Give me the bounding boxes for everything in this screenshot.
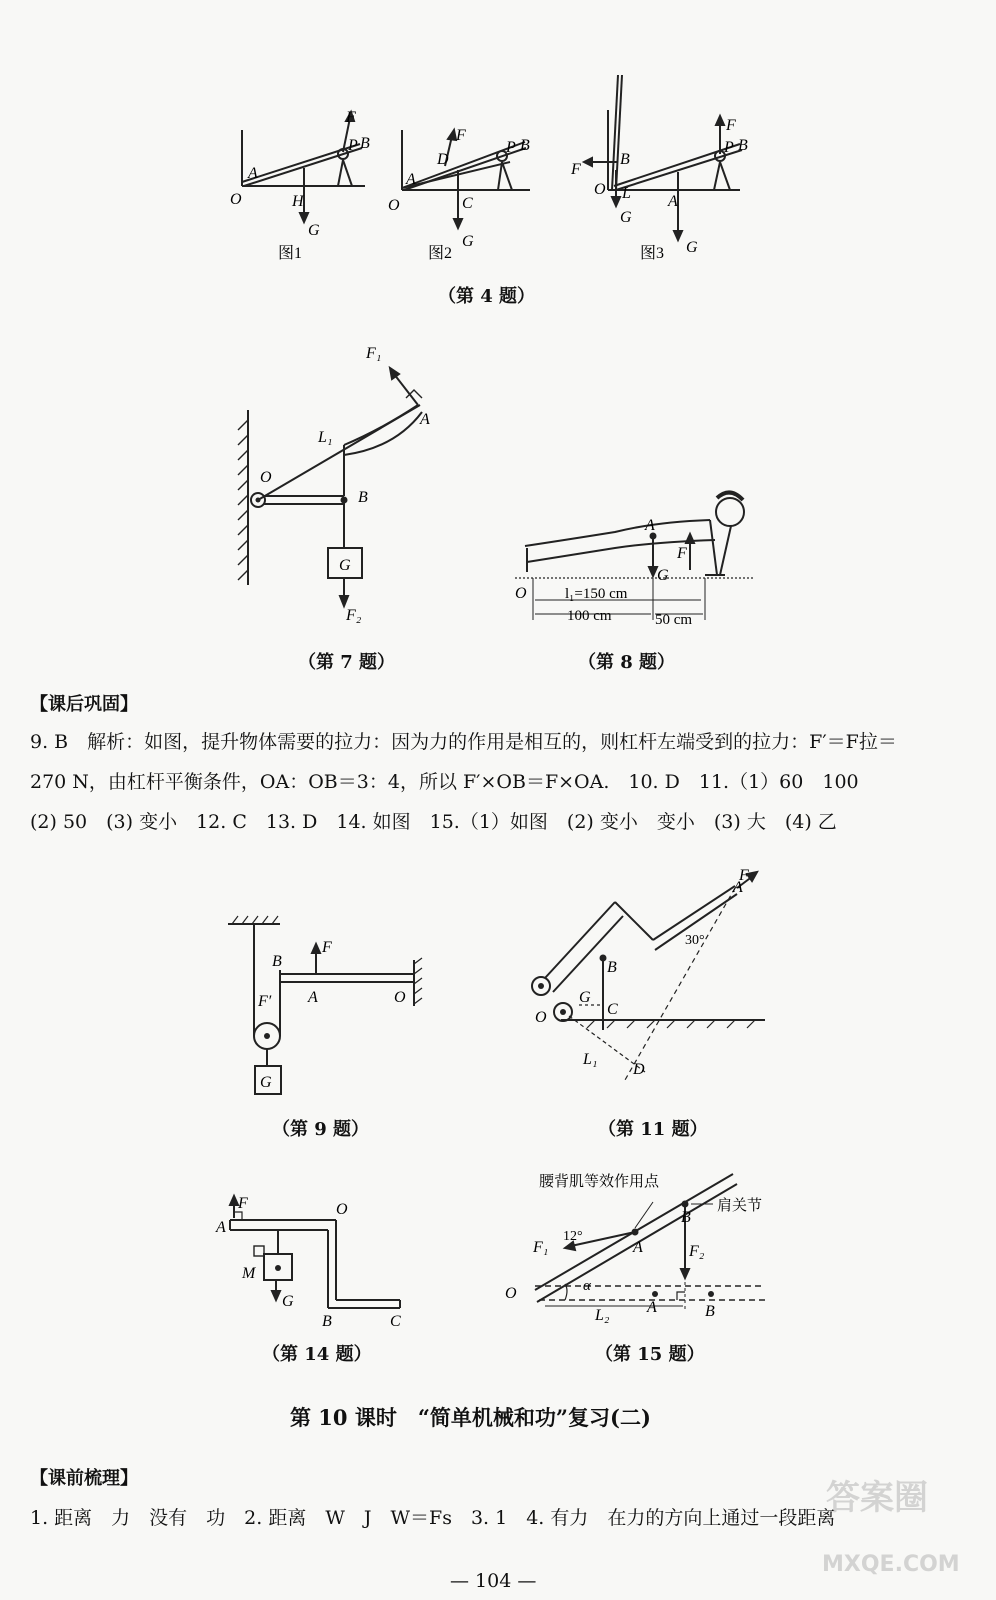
caption-q14: （第 14 题） [262,1344,372,1365]
svg-text:O: O [535,1009,547,1026]
svg-text:L₂: L₂ [595,1307,610,1324]
svg-text:H: H [292,193,304,210]
q15-angle-label: 12° [563,1229,583,1244]
svg-text:B: B [360,135,370,152]
answer-paragraph-1 [30,722,970,842]
svg-text:B: B [620,151,630,168]
answer-line-2: 270 N，由杠杆平衡条件，OA：OB＝3：4，所以 F′×OB＝F×OA. 10. D 11.（1）60 100 [30,771,859,793]
svg-text:F: F [677,545,687,562]
figure-q7 [230,330,450,630]
svg-text:O: O [230,191,242,208]
svg-text:A: A [308,989,318,1006]
figure-q14 [210,1190,410,1330]
fig1-caption: 图1 [278,245,303,262]
svg-text:F: F [726,117,736,134]
svg-text:F: F [571,161,581,178]
svg-text:B: B [322,1313,332,1330]
svg-text:O: O [388,197,400,214]
svg-text:O: O [515,585,527,602]
svg-text:P: P [724,139,734,156]
svg-text:O: O [260,469,272,486]
svg-text:A: A [668,193,678,210]
svg-text:C: C [462,195,473,212]
q8-100-label: 100 cm [567,608,612,624]
svg-text:B: B [607,959,617,976]
svg-text:O: O [594,181,606,198]
answer-line-3: (2) 50 (3) 变小 12. C 13. D 14. 如图 15.（1）如图 (2) 变小 变小 (3) 大 (4) 乙 [30,811,837,833]
svg-text:O: O [394,989,406,1006]
svg-text:G: G [339,557,351,574]
page-number: — 104 — [450,1570,537,1592]
svg-text:C: C [607,1001,618,1018]
answer-paragraph-2: 1. 距离 力 没有 功 2. 距离 W J W＝Fs 3. 1 4. 有力 在力的方向上通过一段距离 [30,1507,836,1529]
svg-text:A: A [216,1219,226,1236]
svg-text:A: A [633,1239,643,1256]
svg-text:F: F [739,867,749,884]
caption-q15: （第 15 题） [595,1344,705,1365]
watermark-url: MXQE.COM [822,1552,960,1577]
svg-text:A: A [733,879,743,896]
svg-text:B: B [358,489,368,506]
svg-text:F₂: F₂ [346,607,362,624]
svg-text:C: C [390,1313,401,1330]
svg-text:G: G [282,1293,294,1310]
svg-text:F₁: F₁ [533,1239,549,1256]
figure-q11 [525,862,775,1082]
svg-text:F: F [238,1195,248,1212]
svg-text:O: O [505,1285,517,1302]
svg-text:G: G [579,989,591,1006]
svg-text:A: A [645,517,655,534]
q15-waist-label: 腰背肌等效作用点 [539,1174,660,1190]
svg-text:G: G [260,1074,272,1091]
q15-shoulder-label: 肩关节 [717,1198,763,1214]
svg-text:A: A [647,1299,657,1316]
svg-text:F: F [456,127,466,144]
svg-text:A: A [248,165,258,182]
svg-text:L₁: L₁ [583,1051,598,1068]
fig3-diagram [584,75,742,240]
svg-text:B: B [705,1303,715,1320]
svg-text:G: G [657,567,669,584]
svg-text:B: B [272,953,282,970]
caption-q7: （第 7 题） [298,652,396,673]
figure-q15 [505,1160,775,1340]
svg-text:O: O [336,1201,348,1218]
q15-alpha-label: α [583,1278,591,1294]
figure-q9 [220,910,440,1100]
svg-text:G: G [620,209,632,226]
q11-angle-label: 30° [685,933,705,948]
svg-text:G: G [462,233,474,250]
svg-text:G: G [686,239,698,256]
svg-text:D: D [633,1061,645,1078]
caption-q8: （第 8 题） [578,652,676,673]
figure-q4 [230,70,750,270]
svg-text:A: A [406,171,416,188]
svg-text:F₂: F₂ [689,1243,705,1260]
svg-text:L: L [622,185,631,202]
svg-text:F: F [322,939,332,956]
svg-text:M: M [242,1265,256,1282]
svg-text:G: G [308,222,320,239]
section-after-class: 【课后巩固】 [30,694,138,715]
svg-text:B: B [681,1209,691,1226]
section-before-class: 【课前梳理】 [30,1468,138,1489]
fig2-caption: 图2 [428,245,453,262]
svg-text:L₁: L₁ [318,429,333,446]
svg-text:B: B [738,137,748,154]
svg-text:B: B [520,137,530,154]
svg-text:F: F [346,109,356,126]
fig3-caption: 图3 [640,245,665,262]
svg-text:D: D [437,151,449,168]
svg-text:A: A [420,411,430,428]
answer-line-1: 9. B 解析：如图，提升物体需要的拉力：因为力的作用是相互的，则杠杆左端受到的拉力：F′＝F拉＝ [30,731,897,753]
caption-q9: （第 9 题） [272,1119,370,1140]
svg-text:P: P [506,139,516,156]
q8-50-label: 50 cm [655,612,693,628]
svg-text:P: P [348,137,358,154]
q8-l1-label: l₁=150 cm [565,586,628,602]
figure-q8 [505,480,765,640]
caption-q4: （第 4 题） [438,286,536,307]
svg-text:F′: F′ [258,993,272,1010]
caption-q11: （第 11 题） [598,1119,708,1140]
watermark-logo-text: 答案圈 [826,1478,928,1518]
lesson-title: 第 10 课时 “简单机械和功”复习(二) [290,1405,651,1430]
svg-text:F₁: F₁ [366,345,382,362]
